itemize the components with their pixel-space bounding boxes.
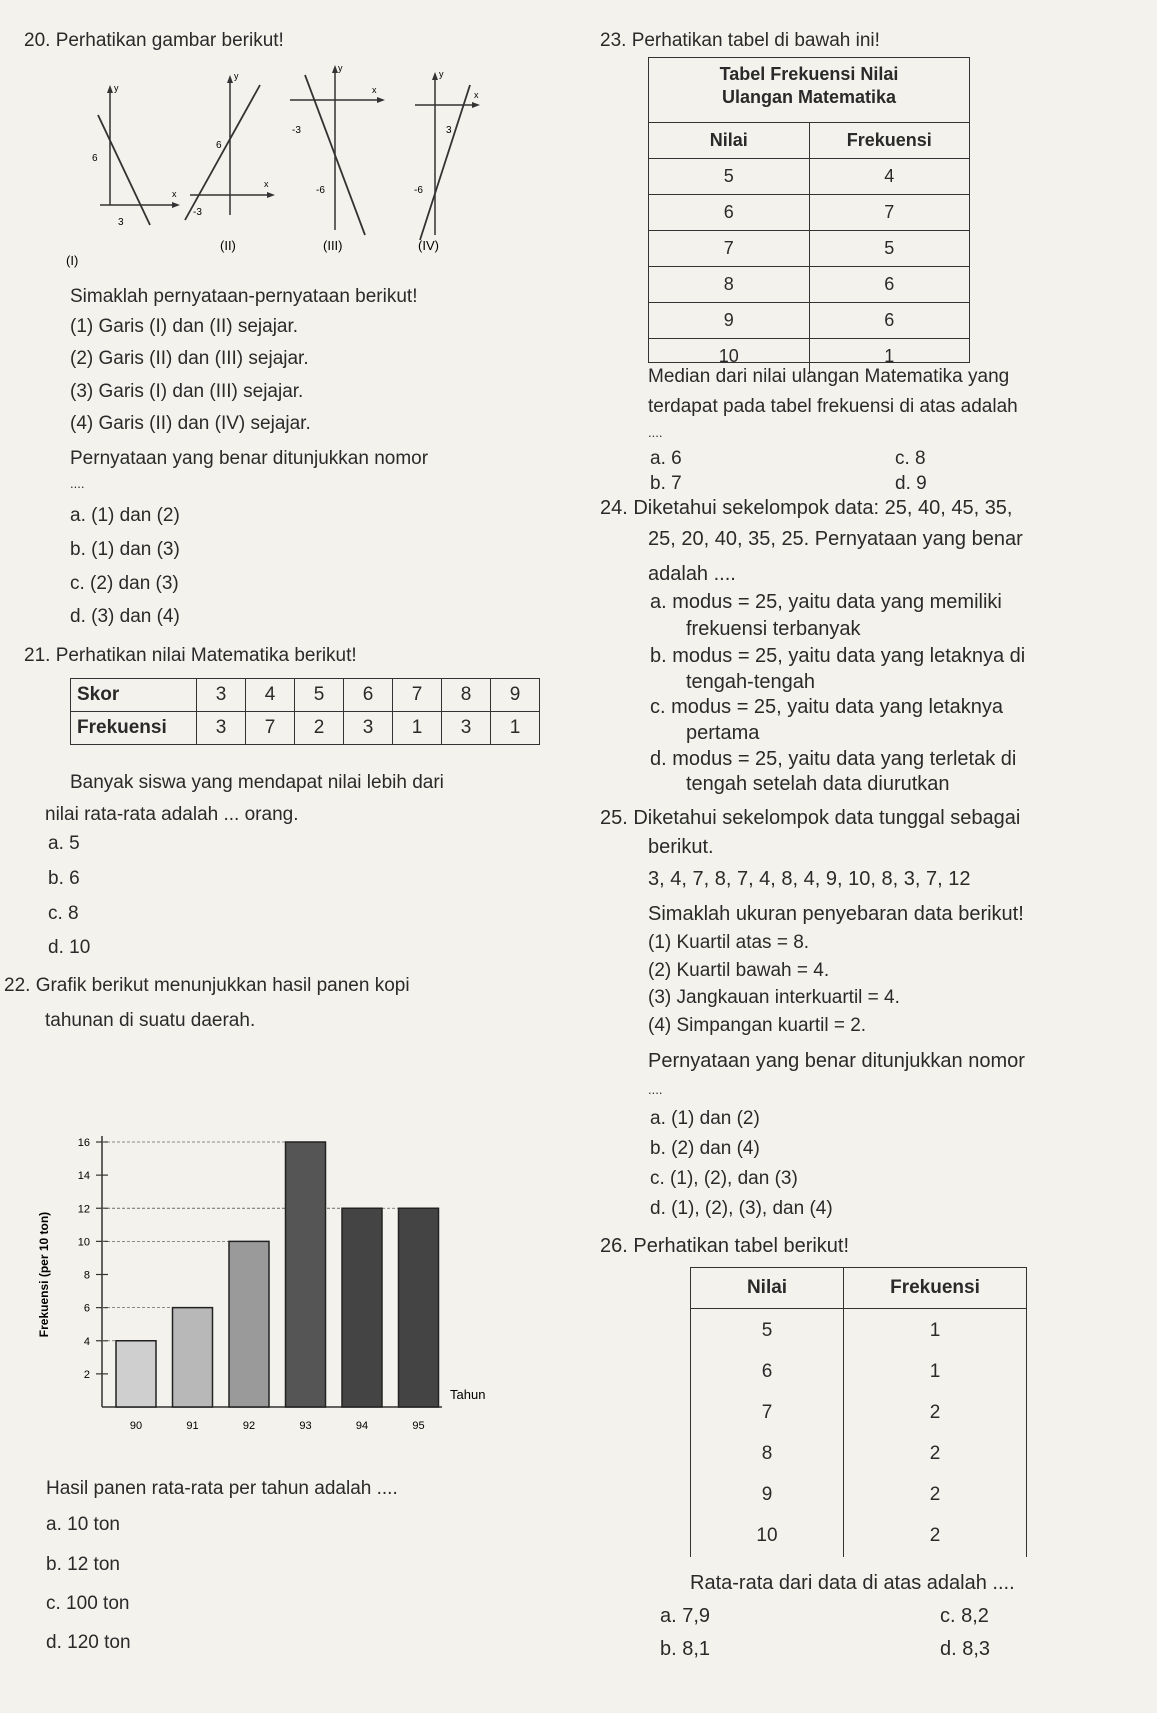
q25-intro: Simaklah ukuran penyebaran data berikut! — [648, 903, 1024, 925]
table-cell: 2 — [929, 1402, 941, 1423]
chart-xlabel: Tahun — [450, 1387, 486, 1402]
table-row — [649, 195, 969, 231]
table-row — [691, 1309, 1027, 1558]
bar-92 — [229, 1241, 269, 1407]
column-header: Frekuensi — [809, 123, 969, 159]
q21-question-line2: nilai rata-rata adalah ... orang. — [45, 804, 299, 825]
q23-table-grid — [649, 122, 969, 374]
q26-question: Rata-rata dari data di atas adalah .... — [690, 1572, 1015, 1594]
table-row — [649, 303, 969, 339]
q26-table — [690, 1267, 1027, 1557]
y-tick-label: 4 — [83, 1335, 90, 1348]
svg-text:x: x — [474, 90, 479, 100]
q23-question-line2: terdapat pada tabel frekuensi di atas adalah — [648, 396, 1018, 417]
table-cell: 2 — [929, 1525, 941, 1546]
q26-title: 26. Perhatikan tabel berikut! — [600, 1235, 850, 1257]
table-cell: 8 — [649, 267, 809, 303]
table-cell: 6 — [344, 679, 393, 712]
graph-2 — [185, 71, 275, 253]
table-cell: 3 — [197, 712, 246, 745]
table-cell: 7 — [809, 195, 969, 231]
table-cell: 1 — [393, 712, 442, 745]
q25-line2: berikut. — [648, 836, 714, 858]
q21-option-b[interactable]: b. 6 — [48, 868, 80, 889]
x-tick-label: 95 — [412, 1420, 425, 1432]
q20-line-graphs — [66, 55, 510, 268]
table-cell: 7 — [649, 231, 809, 267]
svg-text:y: y — [234, 71, 239, 81]
q25-data: 3, 4, 7, 8, 7, 4, 8, 4, 9, 10, 8, 3, 7, 12 — [648, 868, 971, 890]
y-tick-label: 6 — [83, 1302, 90, 1315]
column-header: Frekuensi — [844, 1268, 1027, 1309]
q25-line1: 25. Diketahui sekelompok data tunggal sebagai — [600, 807, 1021, 829]
table-cell: 2 — [929, 1443, 941, 1464]
q20-option-d[interactable]: d. (3) dan (4) — [70, 606, 180, 627]
svg-text:y: y — [439, 69, 444, 79]
svg-text:(III): (III) — [323, 238, 343, 253]
svg-text:(IV): (IV) — [418, 238, 439, 253]
table-cell: 3 — [344, 712, 393, 745]
q25-statement-3: (3) Jangkauan interkuartil = 4. — [648, 987, 900, 1008]
y-tick-label: 12 — [77, 1203, 90, 1216]
column-header: Nilai — [691, 1268, 844, 1309]
x-tick-label: 92 — [242, 1420, 256, 1432]
chart-ylabel: Frekuensi (per 10 ton) — [37, 1211, 51, 1338]
table-cell: 6 — [809, 303, 969, 339]
q25-option-a[interactable]: a. (1) dan (2) — [650, 1108, 760, 1129]
table-cell: 9 — [491, 679, 540, 712]
q20-option-c[interactable]: c. (2) dan (3) — [70, 573, 179, 594]
graph-4 — [414, 69, 480, 253]
q24-line3: adalah .... — [648, 563, 736, 585]
x-tick-label: 91 — [186, 1420, 199, 1432]
graph-3 — [290, 63, 385, 253]
q24-line2: 25, 20, 40, 35, 25. Pernyataan yang benar — [648, 528, 1023, 550]
q25-statement-4: (4) Simpangan kuartil = 2. — [648, 1015, 867, 1036]
q20-statement-1: (1) Garis (I) dan (II) sejajar. — [70, 316, 299, 337]
q25-dots: .... — [648, 1082, 663, 1097]
q20-intro: Simaklah pernyataan-pernyataan berikut! — [70, 286, 418, 307]
svg-text:x: x — [372, 85, 377, 95]
bar-95 — [399, 1208, 439, 1407]
q24-option-b-cont: tengah-tengah — [686, 671, 816, 693]
table-row — [71, 712, 540, 745]
q22-title-line2: tahunan di suatu daerah. — [45, 1010, 256, 1031]
q24-line1: 24. Diketahui sekelompok data: 25, 40, 45, 35, — [600, 497, 1013, 519]
svg-text:x: x — [172, 189, 177, 199]
y-tick-label: 8 — [83, 1269, 90, 1282]
q21-question-line1: Banyak siswa yang mendapat nilai lebih dari — [70, 772, 444, 793]
q23-frequency-table — [648, 57, 970, 366]
table-title-line1: Tabel Frekuensi Nilai — [719, 64, 899, 84]
table-cell: 3 — [442, 712, 491, 745]
svg-text:(I): (I) — [66, 253, 79, 268]
table-header-row — [649, 123, 969, 159]
q25-option-d[interactable]: d. (1), (2), (3), dan (4) — [650, 1198, 833, 1219]
table-cell: 3 — [197, 679, 246, 712]
table-cell: 8 — [761, 1443, 773, 1464]
table-cell: 6 — [809, 267, 969, 303]
q25-statement-1: (1) Kuartil atas = 8. — [648, 932, 810, 953]
x-tick-label: 94 — [355, 1420, 369, 1432]
q22-option-c[interactable]: c. 100 ton — [46, 1593, 130, 1614]
q21-title: 21. Perhatikan nilai Matematika berikut! — [24, 645, 357, 666]
q22-option-d[interactable]: d. 120 ton — [46, 1632, 131, 1653]
table-cell: 5 — [761, 1320, 773, 1341]
row-header: Frekuensi — [71, 712, 197, 745]
q24-option-d[interactable]: d. modus = 25, yaitu data yang terletak di — [650, 748, 1017, 770]
q24-option-a-cont: frekuensi terbanyak — [686, 618, 861, 640]
table-cell: 4 — [246, 679, 295, 712]
q21-score-table — [70, 678, 540, 745]
q20-statement-3: (3) Garis (I) dan (III) sejajar. — [70, 381, 304, 402]
q23-dots: .... — [648, 425, 663, 440]
q20-dots: .... — [70, 476, 85, 491]
y-tick-label: 16 — [77, 1137, 90, 1149]
q26-option-b[interactable]: b. 8,1 — [660, 1638, 711, 1660]
table-cell: 7 — [761, 1402, 773, 1423]
table-cell: 2 — [295, 712, 344, 745]
q21-option-c[interactable]: c. 8 — [48, 903, 79, 924]
table-title-line2: Ulangan Matematika — [721, 87, 897, 107]
q22-title-line1: 22. Grafik berikut menunjukkan hasil panen kopi — [4, 975, 410, 996]
table-cell: 5 — [649, 159, 809, 195]
table-row — [649, 159, 969, 195]
q23-option-c[interactable]: c. 8 — [895, 448, 926, 469]
table-header-row — [691, 1268, 1027, 1309]
y-tick-label: 2 — [83, 1368, 90, 1381]
svg-text:-3: -3 — [292, 125, 301, 136]
svg-text:3: 3 — [118, 217, 124, 228]
q23-option-d[interactable]: d. 9 — [895, 473, 927, 494]
graph-1 — [66, 83, 180, 268]
q20-question: Pernyataan yang benar ditunjukkan nomor — [70, 448, 429, 469]
q23-question-line1: Median dari nilai ulangan Matematika yang — [648, 366, 1010, 387]
table-cell: 8 — [442, 679, 491, 712]
nilai-column — [691, 1309, 844, 1558]
table-cell: 9 — [761, 1484, 773, 1505]
q22-question: Hasil panen rata-rata per tahun adalah .... — [46, 1478, 398, 1499]
table-cell: 1 — [491, 712, 540, 745]
q24-option-c[interactable]: c. modus = 25, yaitu data yang letaknya — [650, 696, 1003, 718]
q23-title: 23. Perhatikan tabel di bawah ini! — [600, 30, 880, 51]
q25-option-c[interactable]: c. (1), (2), dan (3) — [650, 1168, 798, 1189]
svg-text:(II): (II) — [220, 238, 236, 253]
svg-text:3: 3 — [446, 125, 452, 136]
x-tick-label: 93 — [299, 1420, 312, 1432]
q25-option-b[interactable]: b. (2) dan (4) — [650, 1138, 760, 1159]
bar-93 — [286, 1142, 326, 1407]
bar-91 — [173, 1308, 213, 1407]
table-cell: 7 — [246, 712, 295, 745]
q20-option-b[interactable]: b. (1) dan (3) — [70, 539, 180, 560]
svg-text:x: x — [264, 179, 269, 189]
q21-option-d[interactable]: d. 10 — [48, 937, 91, 958]
svg-text:y: y — [114, 83, 119, 93]
svg-text:6: 6 — [216, 140, 222, 151]
table-row — [71, 679, 540, 712]
q20-title: 20. Perhatikan gambar berikut! — [24, 30, 284, 51]
q25-statement-2: (2) Kuartil bawah = 4. — [648, 960, 830, 981]
table-cell: 9 — [649, 303, 809, 339]
y-tick-label: 10 — [77, 1236, 90, 1249]
svg-text:-6: -6 — [414, 185, 423, 196]
q22-option-b[interactable]: b. 12 ton — [46, 1554, 120, 1575]
svg-text:6: 6 — [92, 153, 98, 164]
x-tick-label: 90 — [129, 1420, 143, 1432]
q24-option-c-cont: pertama — [686, 722, 760, 744]
q26-option-d[interactable]: d. 8,3 — [940, 1638, 991, 1660]
q22-option-a[interactable]: a. 10 ton — [46, 1514, 120, 1535]
q23-option-b[interactable]: b. 7 — [650, 473, 682, 494]
q26-option-a[interactable]: a. 7,9 — [660, 1605, 711, 1627]
q20-option-a[interactable]: a. (1) dan (2) — [70, 505, 180, 526]
table-cell: 1 — [809, 339, 969, 375]
row-header: Skor — [71, 679, 197, 712]
q25-question: Pernyataan yang benar ditunjukkan nomor — [648, 1050, 1025, 1072]
table-cell: 2 — [929, 1484, 941, 1505]
table-row — [649, 267, 969, 303]
q20-statement-2: (2) Garis (II) dan (III) sejajar. — [70, 348, 309, 369]
table-cell: 4 — [809, 159, 969, 195]
q23-option-a[interactable]: a. 6 — [650, 448, 682, 469]
y-tick-label: 14 — [77, 1170, 90, 1183]
table-cell: 1 — [929, 1320, 941, 1341]
q20-statement-4: (4) Garis (II) dan (IV) sejajar. — [70, 413, 311, 434]
table-cell: 1 — [929, 1361, 941, 1382]
q21-option-a[interactable]: a. 5 — [48, 833, 80, 854]
table-cell: 5 — [809, 231, 969, 267]
table-cell: 6 — [761, 1361, 773, 1382]
table-row — [649, 231, 969, 267]
bar-94 — [342, 1208, 382, 1407]
table-cell: 5 — [295, 679, 344, 712]
q24-option-d-cont: tengah setelah data diurutkan — [686, 773, 950, 795]
svg-text:y: y — [338, 63, 343, 73]
table-cell: 10 — [649, 339, 809, 375]
q24-option-b[interactable]: b. modus = 25, yaitu data yang letaknya di — [650, 645, 1026, 667]
svg-text:-6: -6 — [316, 185, 325, 196]
table-cell: 6 — [649, 195, 809, 231]
column-header: Nilai — [649, 123, 809, 159]
table-cell: 7 — [393, 679, 442, 712]
bar-90 — [116, 1341, 156, 1407]
svg-text:-3: -3 — [193, 207, 202, 218]
q26-option-c[interactable]: c. 8,2 — [940, 1605, 989, 1627]
harvest-bar-chart — [30, 1065, 510, 1455]
table-cell: 10 — [756, 1525, 778, 1546]
frekuensi-column — [844, 1309, 1027, 1558]
q24-option-a[interactable]: a. modus = 25, yaitu data yang memiliki — [650, 591, 1002, 613]
